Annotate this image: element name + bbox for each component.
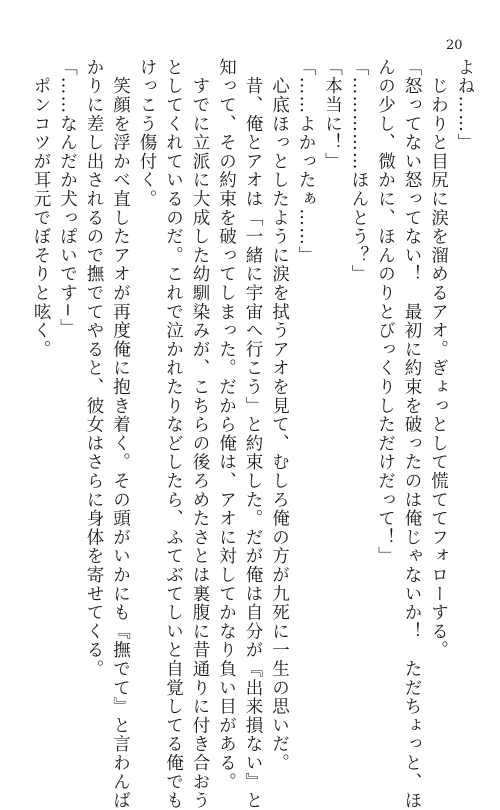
text-line: んの少し、微かに、ほんのりとびっくりしただけだって！」 (375, 58, 396, 566)
text-line: 「……なんだか犬っぽいです−」 (57, 58, 78, 338)
text-line: 「怒ってない怒ってない！ 最初に約束を破ったのは俺じゃないか！ ただちょっと、ほ (402, 58, 422, 810)
text-line: 知って、その約束を破ってしまった。だから俺は、アオに対してかなり負い目がある。 (216, 58, 237, 792)
text-line: かりに差し出されるので撫でてやると、彼女はさらに身体を寄せてくる。 (84, 58, 104, 679)
page-number: 20 (446, 38, 463, 53)
text-line: 「……よかったぁ……」 (296, 58, 316, 265)
text-line: ポンコツが耳元でぼそりと呟く。 (31, 58, 51, 359)
text-line: けっこう傷付く。 (137, 58, 157, 209)
text-line: としてくれているのだ。これで泣かれたりなどしたら、ふてぶてしいと自覚してる俺でも (163, 58, 184, 810)
novel-text-block (28, 58, 479, 810)
text-line: 笑顔を浮かべ直したアオが再度俺に抱き着く。その頭がいかにも『撫でて』と言わんば (110, 58, 131, 810)
text-line: すでに立派に大成した幼馴染みが、こちらの後ろめたさとは裏腹に昔通りに付き合おう (190, 58, 210, 810)
text-line: 心底ほっとしたように涙を拭うアオを見て、むしろ俺の方が九死に一生の思いだ。 (269, 58, 290, 773)
text-line: 「……………ほんとう？」 (349, 58, 369, 284)
text-line: よね……」 (455, 58, 475, 152)
text-line: 昔、俺とアオは「一緒に宇宙へ行こう」と約束した。だが俺は自分が『出来損ない』と (243, 58, 263, 810)
text-line: 「本当に！」 (322, 58, 343, 171)
text-line: じわりと目尻に涙を溜めるアオ。ぎょっとして慌ててフォローする。 (428, 58, 449, 660)
